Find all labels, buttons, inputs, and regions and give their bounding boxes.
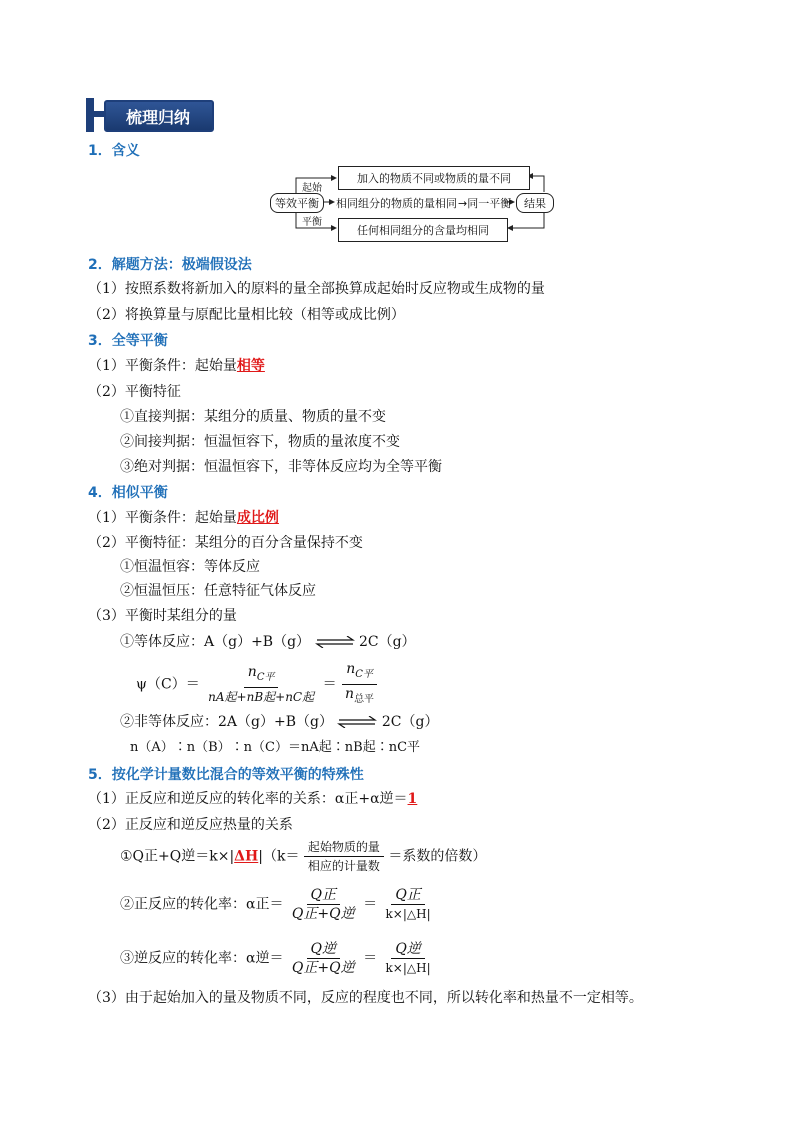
s4-line3: （3）平衡时某组分的量 [88, 608, 237, 624]
middle-arrow2: 同一平衡 [467, 197, 512, 210]
equilibrium-arrow-icon [337, 716, 377, 728]
eq2-pre: ②非等体反应：2A（g）+B（g） [120, 714, 333, 730]
q-post: ＝系数的倍数） [388, 848, 487, 865]
s5-line1-pre: （1）正反应和逆反应的转化率的关系：α正+α逆＝ [88, 791, 408, 807]
psi-den2-sub: 总平 [354, 693, 375, 705]
s4-line1-pre: （1）平衡条件：起始量 [88, 510, 237, 526]
s3-line1 [88, 356, 265, 376]
rev-frac2 [382, 940, 435, 977]
label-top: 起始 [302, 183, 322, 194]
psi-num2-sub: C平 [355, 668, 373, 680]
s3-item3: ③绝对判据：恒温恒容下，非等体反应均为全等平衡 [120, 459, 442, 475]
rev-pre: ③逆反应的转化率：α逆＝ [120, 950, 284, 967]
fwd-num2: Q正 [391, 886, 424, 905]
fwd-pre: ②正反应的转化率：α正＝ [120, 896, 284, 913]
rev-frac1 [288, 940, 359, 977]
fwd-frac2 [382, 886, 435, 923]
psi-label: ψ（C）＝ [136, 676, 200, 693]
s4-line2: （2）平衡特征：某组分的百分含量保持不变 [88, 535, 363, 551]
rev-num2: Q逆 [391, 940, 424, 959]
s4-item1: ①恒温恒容：等体反应 [120, 559, 260, 575]
psi-frac1 [204, 663, 318, 706]
fwd-den: Q正+Q逆 [291, 906, 355, 922]
eq1 [120, 632, 416, 652]
equals-sign: ＝ [322, 676, 337, 693]
ratio-line: n（A）∶n（B）∶n（C）＝nA起∶nB起∶nC平 [130, 740, 421, 755]
rev-num: Q逆 [307, 940, 340, 959]
top-box: 加入的物质不同或物质的量不同 [338, 166, 530, 190]
q-mid: |（k＝ [258, 848, 300, 865]
s2-line2: （2）将换算量与原配比量相比较（相等或成比例） [88, 307, 405, 323]
section-banner [86, 98, 214, 132]
middle-arrow-text: →同一平衡 [458, 197, 512, 210]
eq1-post: 2C（g） [358, 634, 416, 650]
banner-bar [94, 111, 104, 117]
equilibrium-arrow-icon [315, 636, 355, 648]
psi-frac2 [341, 660, 378, 709]
s5-line1 [88, 789, 417, 809]
psi-num1: n [247, 663, 257, 680]
q-frac [304, 838, 384, 875]
heading-s2: 2．解题方法：极端假设法 [88, 257, 252, 273]
heading-s4: 4．相似平衡 [88, 485, 168, 501]
fwd-formula [120, 886, 435, 923]
s4-item2: ②恒温恒压：任意特征气体反应 [120, 583, 316, 599]
psi-num2: n [346, 661, 356, 677]
rev-den2: k×|△H| [385, 961, 431, 975]
rev-den: Q正+Q逆 [291, 960, 355, 976]
q-key: ΔH [234, 848, 259, 865]
s5-line2: （2）正反应和逆反应热量的关系 [88, 817, 293, 833]
q-formula [120, 838, 486, 875]
s3-key: 相等 [236, 358, 265, 374]
q-frac-num: 起始物质的量 [304, 838, 384, 857]
bottom-box: 任何相同组分的含量均相同 [338, 218, 508, 242]
heading-s5: 5．按化学计量数比混合的等效平衡的特殊性 [88, 767, 364, 783]
s3-item2: ②间接判据：恒温恒容下，物质的量浓度不变 [120, 434, 400, 450]
flow-diagram [268, 160, 558, 242]
heading-s3: 3．全等平衡 [88, 333, 168, 349]
q-pre: ①Q正+Q逆＝k×| [120, 848, 235, 865]
psi-den2: n [345, 685, 355, 702]
s2-line1: （1）按照系数将新加入的原料的量全部换算成起始时反应物或生成物的量 [88, 281, 545, 297]
s4-key: 成比例 [236, 510, 279, 526]
banner-post [86, 98, 94, 132]
label-bottom: 平衡 [302, 217, 322, 228]
psi-num1-sub: C平 [256, 671, 275, 683]
fwd-frac1 [288, 886, 359, 923]
eq2-post: 2C（g） [381, 714, 439, 730]
fwd-den2: k×|△H| [385, 907, 431, 921]
s3-line2: （2）平衡特征 [88, 384, 181, 400]
rev-formula [120, 940, 435, 977]
s3-item1: ①直接判据：某组分的质量、物质的量不变 [120, 409, 386, 425]
s5-key: 1 [407, 791, 418, 807]
psi-den1: nA起+nB起+nC起 [208, 689, 315, 704]
psi-formula [136, 660, 378, 709]
banner-title: 梳理归纳 [125, 108, 190, 127]
s4-line1 [88, 508, 279, 528]
eq1-pre: ①等体反应：A（g）+B（g） [120, 634, 311, 650]
eq2 [120, 712, 438, 732]
middle-text: 相同组分的物质的量相同 [336, 197, 457, 210]
s3-line1-pre: （1）平衡条件：起始量 [88, 358, 237, 374]
q-frac-den: 相应的计量数 [307, 859, 380, 873]
equals-sign: ＝ [363, 950, 378, 967]
left-box: 等效平衡 [270, 193, 324, 213]
right-box: 结果 [516, 193, 554, 213]
fwd-num: Q正 [307, 886, 340, 905]
s5-line3: （3）由于起始加入的量及物质不同，反应的程度也不同，所以转化率和热量不一定相等。 [88, 990, 643, 1006]
heading-s1: 1．含义 [88, 143, 140, 159]
equals-sign: ＝ [363, 896, 378, 913]
